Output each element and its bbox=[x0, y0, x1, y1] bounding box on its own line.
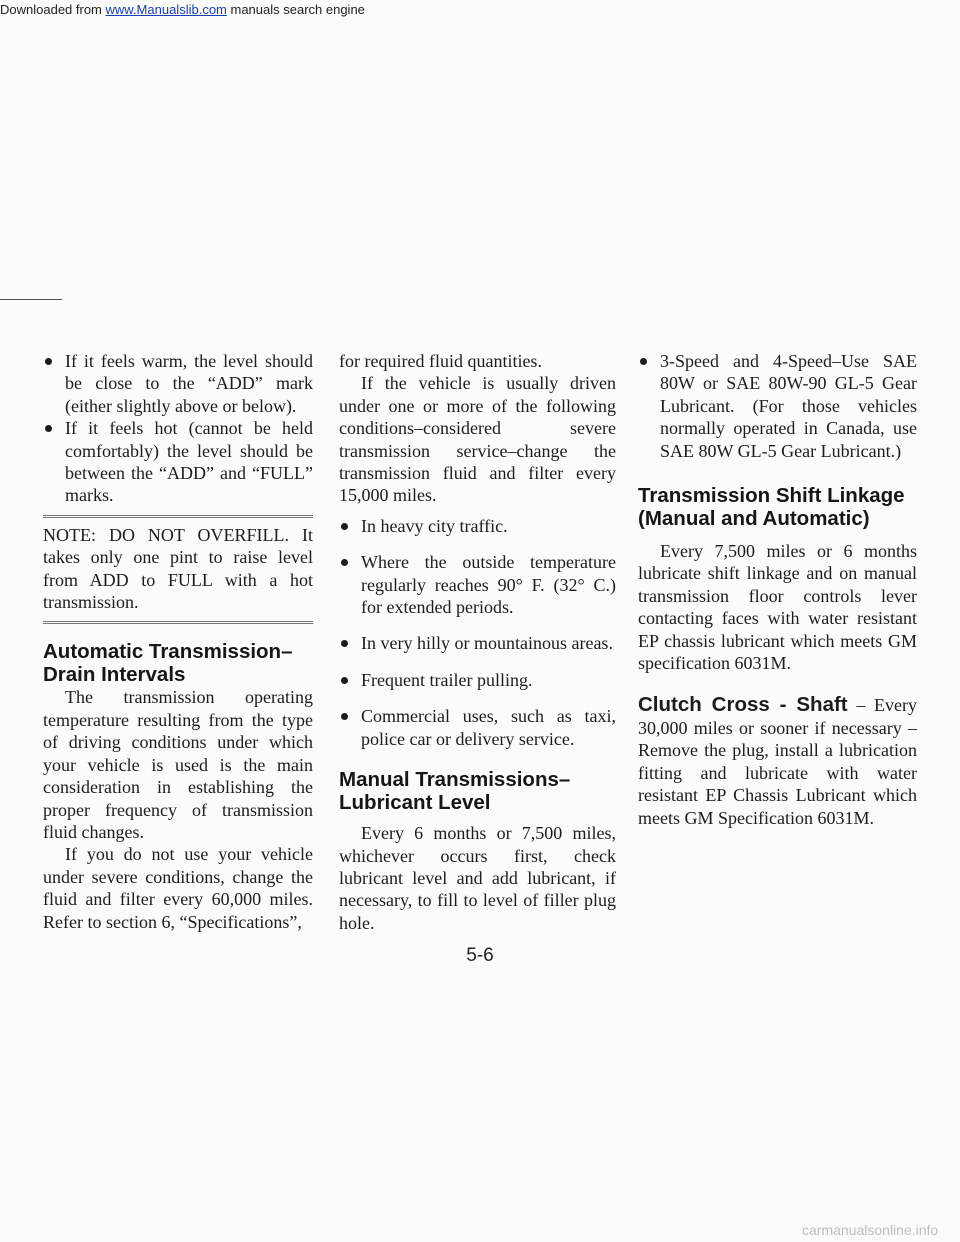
download-header bbox=[0, 0, 960, 20]
heading-line: Drain Intervals bbox=[43, 663, 186, 687]
header-suffix: manuals search engine bbox=[226, 2, 365, 17]
bullet-city-traffic: In heavy city traffic. bbox=[339, 515, 616, 537]
paragraph: The transmission operating temperature resulting from the type of driving conditions under which your vehicle is used is the main consideration in establishing the proper frequency of transmission fluid changes. bbox=[43, 687, 313, 842]
bullet-warm: If it feels warm, the level should be close to the “ADD” mark (either slightly above or below). bbox=[43, 350, 313, 417]
column-middle bbox=[339, 350, 616, 934]
clutch-text: – Every 30,000 miles or sooner if necessary –Remove the plug, install a lubrication fitting and lubricate with water resistant EP Chassis Lubricant which meets GM Specification 6031M. bbox=[638, 695, 917, 828]
paragraph-continued: for required fluid quantities. bbox=[339, 351, 542, 371]
bullet-commercial: Commercial uses, such as taxi, police car or delivery service. bbox=[339, 705, 616, 750]
bullet-temperature: Where the outside temperature regularly reaches 90° F. (32° C.) for extended periods. bbox=[339, 551, 616, 618]
heading-line: Automatic Transmission– bbox=[43, 640, 293, 664]
heading-line: Lubricant Level bbox=[339, 791, 491, 815]
note-text: NOTE: DO NOT OVERFILL. It takes only one pint to raise level from ADD to FULL with a hot transmission. bbox=[43, 524, 313, 613]
footer-watermark: carmanualsonline.info bbox=[802, 1222, 939, 1238]
bullet-trailer: Frequent trailer pulling. bbox=[339, 669, 616, 691]
column-right bbox=[638, 350, 917, 829]
clutch-paragraph bbox=[638, 694, 917, 828]
paragraph: Every 6 months or 7,500 miles, whichever occurs first, check lubricant level and add lubricant, if necessary, to fill to level of filler plug hole. bbox=[339, 823, 616, 933]
bullet-hot: If it feels hot (cannot be held comfortably) the level should be between the “ADD” and “FULL” marks. bbox=[43, 417, 313, 507]
paragraph: If the vehicle is usually driven under one or more of the following conditions–considered severe transmission service–change the transmission fluid and filter every 15,000 miles. bbox=[339, 373, 616, 506]
heading-line: Manual Transmissions– bbox=[339, 768, 571, 792]
heading-line: (Manual and Automatic) bbox=[638, 507, 870, 531]
header-prefix: Downloaded from bbox=[0, 2, 106, 17]
heading-line: Transmission Shift Linkage bbox=[638, 484, 905, 508]
paragraph: If you do not use your vehicle under severe conditions, change the fluid and filter every 60,000 miles. Refer to section 6, “Specifications”, bbox=[43, 844, 313, 932]
note-box bbox=[43, 515, 313, 625]
bullet-speed-lubricant: 3-Speed and 4-Speed–Use SAE 80W or SAE 80W-90 GL-5 Gear Lubricant. (For those vehicles normally operated in Canada, use SAE 80W GL-5 Gear Lubricant.) bbox=[638, 350, 917, 462]
heading-clutch-shaft: Clutch Cross - Shaft bbox=[638, 693, 848, 717]
heading-drain-intervals bbox=[43, 640, 313, 686]
top-rule bbox=[0, 299, 62, 300]
heading-manual-lubricant bbox=[339, 768, 616, 814]
column-left bbox=[43, 350, 313, 933]
manualslib-link[interactable]: www.Manualslib.com bbox=[105, 2, 227, 17]
page-number: 5-6 bbox=[466, 945, 494, 966]
heading-shift-linkage bbox=[638, 484, 917, 530]
paragraph: Every 7,500 miles or 6 months lubricate shift linkage and on manual transmission floor controls lever contacting faces with water resistant EP chassis lubricant which meets GM specification 6031M. bbox=[638, 541, 917, 674]
bullet-hilly: In very hilly or mountainous areas. bbox=[339, 632, 616, 654]
